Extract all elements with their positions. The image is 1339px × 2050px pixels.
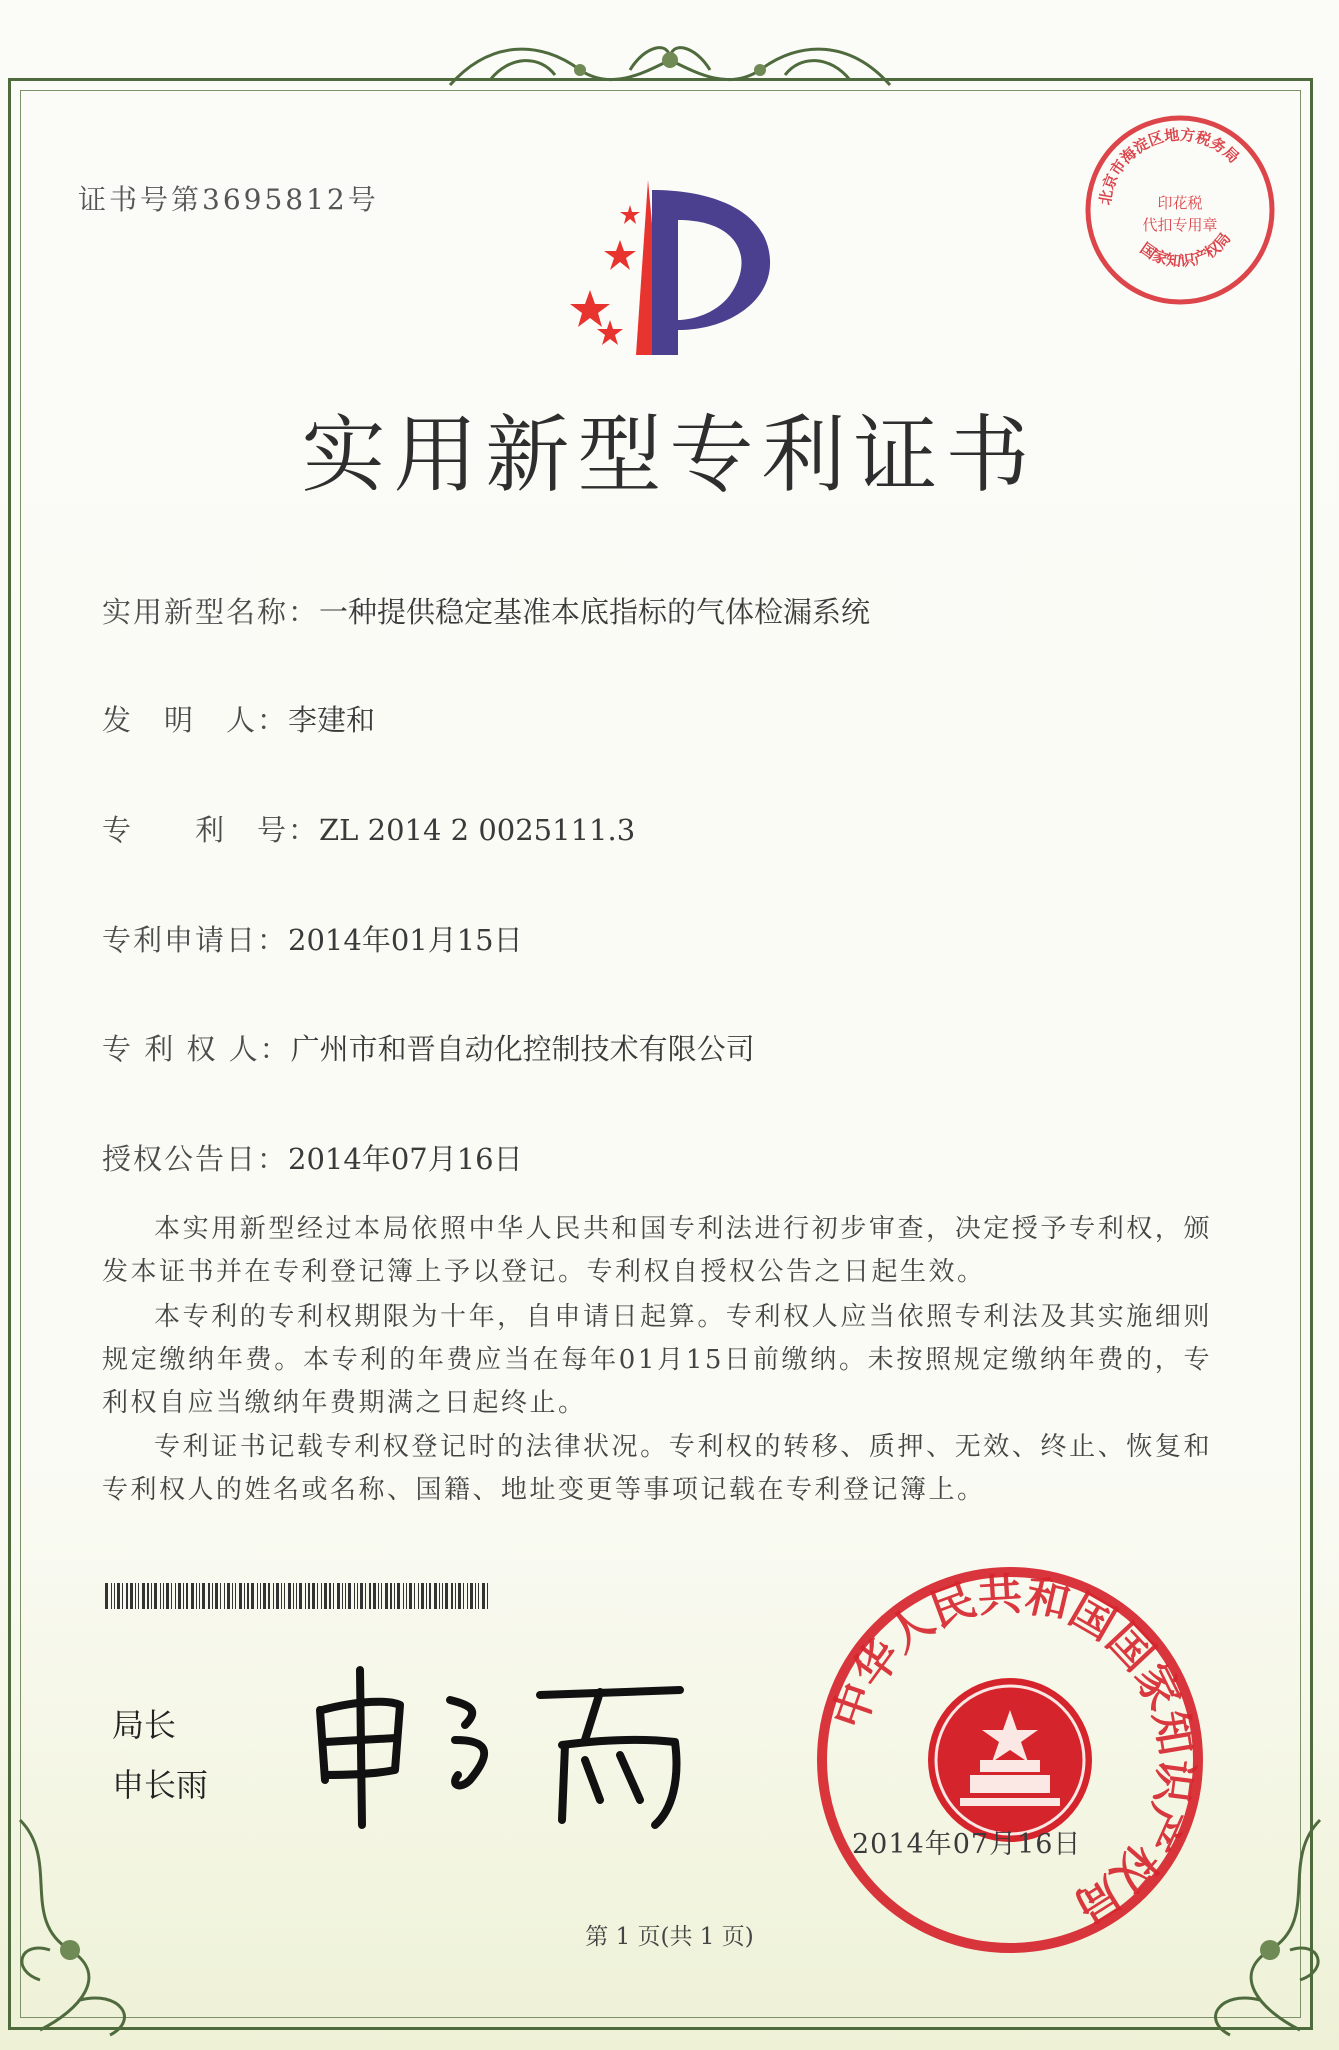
svg-text:国家知识产权局: [1137, 229, 1235, 270]
barcode-bar: [467, 1583, 468, 1609]
paragraph-examination: 本实用新型经过本局依照中华人民共和国专利法进行初步审查，决定授予专利权，颁发本证书并在专利登记簿上予以登记。专利权自授权公告之日起生效。: [102, 1214, 1212, 1287]
barcode-bar: [135, 1583, 136, 1609]
field-label: 授权公告日：: [102, 1142, 289, 1176]
barcode-bar: [147, 1583, 149, 1609]
barcode-bar: [235, 1583, 236, 1609]
barcode-bar: [455, 1583, 456, 1609]
barcode-bar: [160, 1583, 161, 1609]
barcode-bar: [232, 1583, 233, 1609]
field-value: ZL 2014 2 0025111.3: [319, 813, 636, 847]
certificate-title: 实用新型专利证书: [301, 406, 1038, 504]
field-value: 2014年07月16日: [288, 1142, 523, 1176]
tax-stamp-seal: [1080, 110, 1280, 310]
barcode-bar: [251, 1583, 254, 1609]
barcode-bar: [142, 1583, 145, 1609]
barcode-bar: [434, 1583, 437, 1609]
barcode-bar: [268, 1583, 270, 1609]
barcode-bar: [360, 1583, 363, 1609]
barcode-bar: [418, 1583, 419, 1609]
barcode-bar: [154, 1583, 157, 1609]
field-patentee: [102, 1027, 755, 1068]
barcode-bar: [487, 1583, 488, 1609]
barcode-bar: [151, 1583, 152, 1609]
barcode-bar: [305, 1583, 306, 1609]
barcode-bar: [171, 1583, 172, 1609]
barcode-bar: [478, 1583, 479, 1609]
barcode-bar: [342, 1583, 343, 1609]
barcode-bar: [442, 1583, 443, 1609]
barcode-bar: [312, 1583, 315, 1609]
barcode-bar: [296, 1583, 297, 1609]
barcode-bar: [378, 1583, 379, 1609]
barcode-bar: [414, 1583, 415, 1609]
barcode-bar: [308, 1583, 310, 1609]
barcode: [105, 1583, 490, 1609]
barcode-bar: [273, 1583, 274, 1609]
barcode-bar: [451, 1583, 453, 1609]
signature: [300, 1650, 700, 1840]
seal-date: 2014年07月16日: [852, 1829, 1082, 1860]
field-value: 一种提供稳定基准本底指标的气体检漏系统: [319, 595, 871, 629]
barcode-bar: [117, 1583, 120, 1609]
barcode-bar: [365, 1583, 366, 1609]
barcode-bar: [463, 1583, 464, 1609]
barcode-bar: [130, 1583, 133, 1609]
field-label: 专 利 号：: [102, 813, 320, 847]
barcode-bar: [324, 1583, 327, 1609]
field-value: 广州市和晋自动化控制技术有限公司: [290, 1032, 755, 1066]
barcode-bar: [409, 1583, 412, 1609]
patent-office-logo: [540, 180, 780, 360]
barcode-bar: [299, 1583, 302, 1609]
barcode-bar: [470, 1583, 473, 1609]
certificate-number: 证书号第3695812号: [78, 183, 379, 216]
field-label: 专 利 权 人：: [102, 1032, 291, 1066]
barcode-bar: [385, 1583, 388, 1609]
barcode-bar: [163, 1583, 164, 1609]
barcode-bar: [439, 1583, 440, 1609]
barcode-bar: [288, 1583, 291, 1609]
barcode-bar: [348, 1583, 351, 1609]
barcode-bar: [186, 1583, 188, 1609]
barcode-bar: [263, 1583, 266, 1609]
barcode-bar: [220, 1583, 221, 1609]
barcode-bar: [317, 1583, 318, 1609]
barcode-bar: [196, 1583, 197, 1609]
barcode-bar: [397, 1583, 400, 1609]
tax-seal-center-line2: 代扣专用章: [1142, 216, 1218, 234]
barcode-bar: [224, 1583, 225, 1609]
barcode-bar: [458, 1583, 461, 1609]
paragraph-legal-status: 专利证书记载专利权登记时的法律状况。专利权的转移、质押、无效、终止、恢复和专利权人的姓名或名称、国籍、地址变更等事项记载在专利登记簿上。: [102, 1432, 1212, 1505]
barcode-bar: [281, 1583, 282, 1609]
barcode-bar: [354, 1583, 355, 1609]
page-number: 第 1 页(共 1 页): [585, 1924, 754, 1950]
barcode-bar: [227, 1583, 230, 1609]
barcode-bar: [122, 1583, 123, 1609]
field-label: 专利申请日：: [102, 923, 289, 957]
field-grant-date: [102, 1137, 523, 1178]
barcode-bar: [390, 1583, 392, 1609]
barcode-bar: [202, 1583, 205, 1609]
seal-ring-text: 中华人民共和国国家知识产权局: [823, 1569, 1202, 1933]
barcode-bar: [244, 1583, 245, 1609]
barcode-bar: [381, 1583, 382, 1609]
barcode-bar: [337, 1583, 340, 1609]
barcode-bar: [445, 1583, 448, 1609]
field-patent-number: [102, 808, 635, 849]
official-seal: [810, 1560, 1210, 1960]
barcode-bar: [111, 1583, 112, 1609]
barcode-bar: [426, 1583, 427, 1609]
barcode-bar: [239, 1583, 242, 1609]
field-value: 2014年01月15日: [288, 923, 523, 957]
paragraph-term: 本专利的专利权期限为十年，自申请日起算。专利权人应当依照专利法及其实施细则规定缴纳年费。本专利的年费应当在每年01月15日前缴纳。未按照规定缴纳年费的，专利权自应当缴纳年费期满之日起终止。: [102, 1302, 1212, 1418]
tax-seal-bottom-text: 国家知识产权局: [1136, 229, 1235, 271]
barcode-bar: [321, 1583, 322, 1609]
tax-seal-ring-text: 北京市海淀区地方税务局: [1095, 125, 1243, 207]
barcode-bar: [212, 1583, 213, 1609]
top-floral-ornament: [430, 30, 910, 100]
barcode-bar: [178, 1583, 181, 1609]
field-label: 实用新型名称：: [102, 595, 320, 629]
field-value: 李建和: [288, 703, 376, 737]
barcode-bar: [208, 1583, 210, 1609]
tax-seal-center-line1: 印花税: [1157, 194, 1203, 212]
barcode-bar: [199, 1583, 200, 1609]
barcode-bar: [126, 1583, 128, 1609]
barcode-bar: [284, 1583, 285, 1609]
chief-name: 申长雨: [112, 1766, 209, 1804]
barcode-bar: [345, 1583, 346, 1609]
field-application-date: [102, 918, 523, 959]
barcode-bar: [369, 1583, 371, 1609]
barcode-bar: [293, 1583, 294, 1609]
barcode-bar: [247, 1583, 249, 1609]
field-label: 发 明 人：: [102, 703, 289, 737]
barcode-bar: [429, 1583, 431, 1609]
barcode-bar: [333, 1583, 334, 1609]
barcode-bar: [191, 1583, 194, 1609]
national-emblem-icon: [928, 1678, 1092, 1842]
barcode-bar: [373, 1583, 376, 1609]
barcode-bar: [406, 1583, 407, 1609]
barcode-bar: [329, 1583, 331, 1609]
field-inventor: [102, 698, 375, 739]
barcode-bar: [105, 1583, 108, 1609]
barcode-bar: [166, 1583, 169, 1609]
barcode-bar: [215, 1583, 218, 1609]
barcode-bar: [482, 1583, 485, 1609]
barcode-bar: [403, 1583, 404, 1609]
chief-title: 局长: [112, 1706, 177, 1744]
barcode-bar: [260, 1583, 261, 1609]
barcode-bar: [394, 1583, 395, 1609]
barcode-bar: [175, 1583, 176, 1609]
barcode-bar: [421, 1583, 424, 1609]
barcode-bar: [276, 1583, 279, 1609]
barcode-bar: [357, 1583, 358, 1609]
barcode-bar: [475, 1583, 476, 1609]
barcode-bar: [257, 1583, 258, 1609]
barcode-bar: [138, 1583, 139, 1609]
barcode-bar: [114, 1583, 115, 1609]
barcode-bar: [183, 1583, 184, 1609]
field-utility-model-name: [102, 590, 870, 631]
